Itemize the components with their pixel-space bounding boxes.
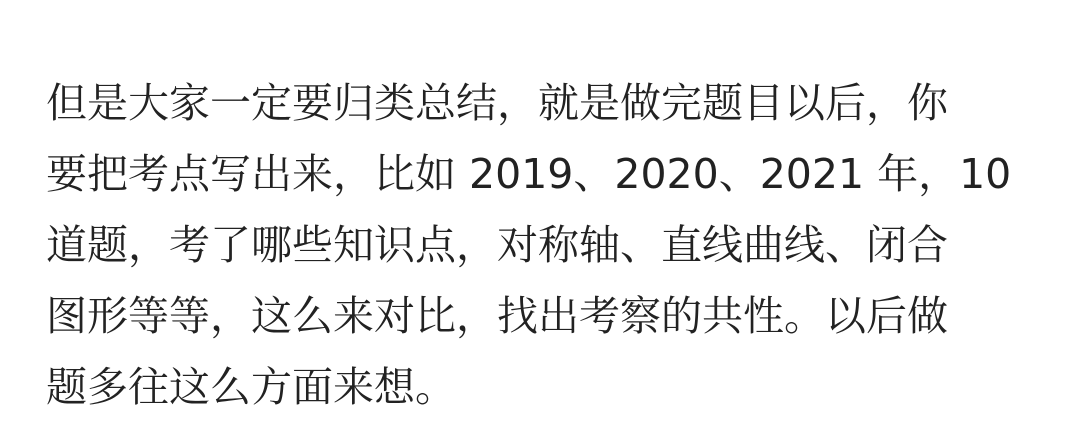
paragraph-line-5: 题多往这么方面来想。 (46, 363, 456, 411)
paragraph-line-4: 图形等等，这么来对比，找出考察的共性。以后做 (46, 292, 948, 340)
paragraph-line-1: 但是大家一定要归类总结，就是做完题目以后，你 (46, 79, 948, 127)
article-paragraph (46, 68, 1036, 423)
paragraph-line-2: 要把考点写出来，比如 2019、2020、2021 年，10 (46, 150, 1012, 198)
paragraph-line-3: 道题，考了哪些知识点，对称轴、直线曲线、闭合 (46, 221, 948, 269)
